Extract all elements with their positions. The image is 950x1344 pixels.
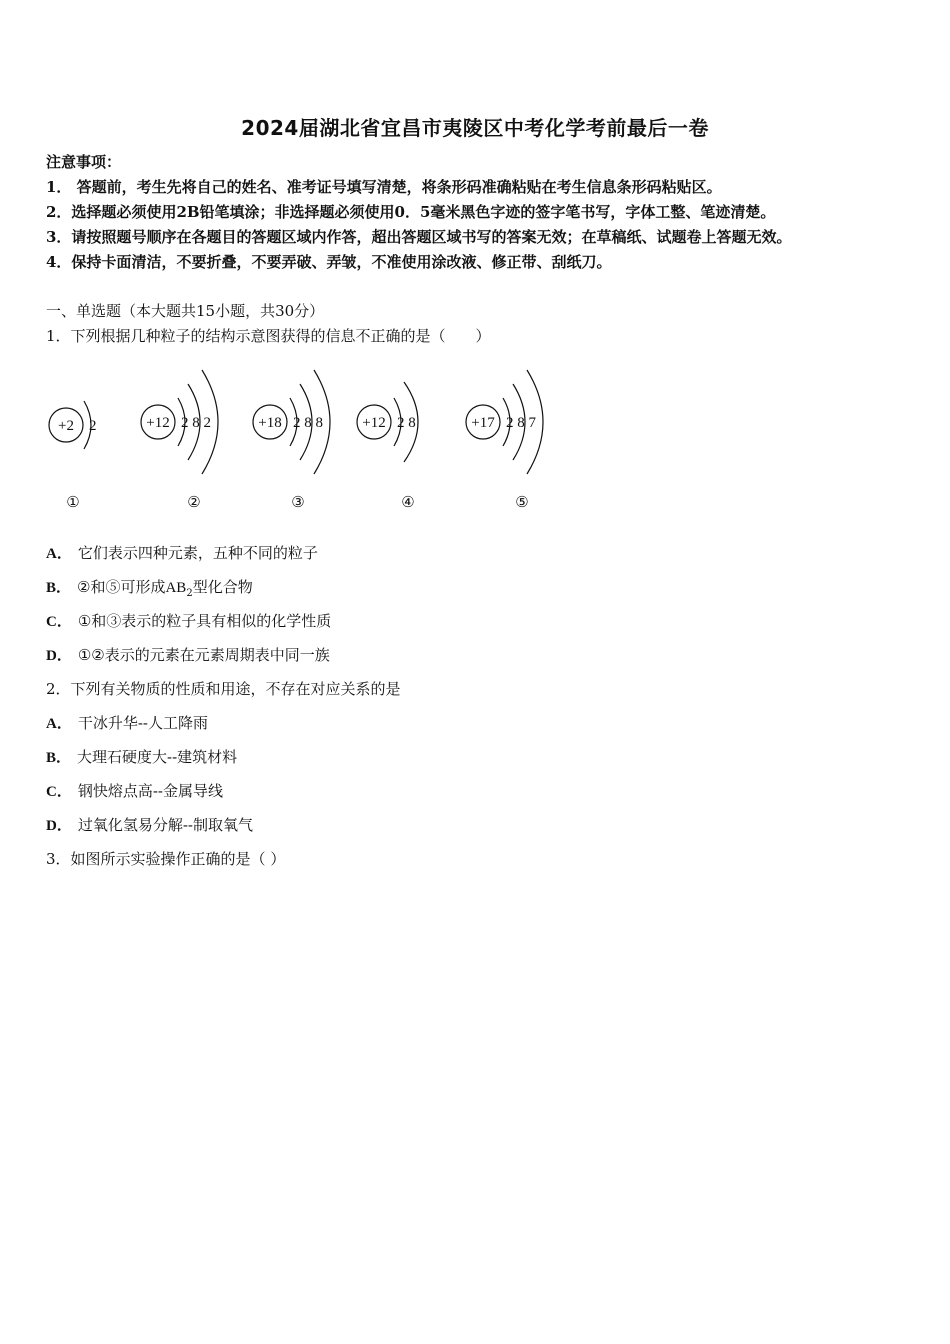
option-text-after: 型化合物: [192, 578, 253, 596]
option-letter: C．: [46, 614, 72, 630]
section-heading: 一、单选题（本大题共15小题，共30分）: [46, 302, 325, 320]
option-letter: B．: [46, 750, 72, 766]
option-letter: B．: [46, 580, 72, 596]
option-letter: C．: [46, 784, 72, 800]
option-text: ①②表示的元素在元素周期表中同一族: [77, 646, 330, 664]
notice-item-3: 3．请按照题号顺序在各题目的答题区域内作答，超出答题区域书写的答案无效；在草稿纸、试题卷上答题无效。: [46, 228, 792, 246]
q1-option-c: [46, 611, 331, 632]
q2-option-d: [46, 815, 253, 836]
atom-5-nucleus: +17: [471, 415, 495, 431]
notice-item-4: 4．保持卡面清洁，不要折叠，不要弄破、弄皱，不准使用涂改液、修正带、刮纸刀。: [46, 253, 612, 271]
q2-option-b: [46, 747, 237, 768]
q1-option-b: [46, 577, 253, 604]
atom-3-nucleus: +18: [258, 415, 282, 431]
atom-3-electrons: 2 8 8: [293, 415, 323, 431]
atom-2-nucleus: +12: [146, 415, 170, 431]
atom-1-label: ①: [66, 495, 80, 511]
notice-item-1: 1． 答题前，考生先将自己的姓名、准考证号填写清楚，将条形码准确粘贴在考生信息条形码粘贴区。: [46, 178, 722, 196]
option-letter: D．: [46, 818, 72, 834]
q2-option-c: [46, 781, 223, 802]
option-text: 过氧化氢易分解--制取氧气: [77, 816, 253, 834]
option-text: 它们表示四种元素，五种不同的粒子: [77, 544, 318, 562]
atom-4-nucleus: +12: [362, 415, 386, 431]
option-text: 大理石硬度大--建筑材料: [77, 748, 238, 766]
option-text: 干冰升华--人工降雨: [77, 714, 208, 732]
q1-option-a: [46, 543, 318, 564]
question-1-stem: 1．下列根据几种粒子的结构示意图获得的信息不正确的是（ ）: [46, 327, 491, 345]
page-title: 2024届湖北省宜昌市夷陵区中考化学考前最后一卷: [241, 116, 709, 140]
atom-2-label: ②: [187, 495, 201, 511]
option-text: 钢快熔点高--金属导线: [77, 782, 223, 800]
atom-2-electrons: 2 8 2: [181, 415, 211, 431]
atom-4-electrons: 2 8: [397, 415, 416, 431]
notice-item-2: 2．选择题必须使用2B铅笔填涂；非选择题必须使用0．5毫米黑色字迹的签字笔书写，字体工整、笔迹清楚。: [46, 203, 776, 221]
option-formula-subscript: 2: [186, 588, 193, 599]
q1-option-d: [46, 645, 330, 666]
option-text: ①和③表示的粒子具有相似的化学性质: [77, 612, 332, 630]
option-letter: D．: [46, 648, 72, 664]
option-text-before: ②和⑤可形成: [77, 578, 166, 596]
atom-5-label: ⑤: [515, 495, 529, 511]
atom-5-electrons: 2 8 7: [506, 415, 536, 431]
notice-heading: 注意事项：: [46, 153, 122, 171]
option-letter: A．: [46, 546, 72, 562]
option-letter: A．: [46, 716, 72, 732]
atom-1-nucleus: +2: [58, 418, 74, 434]
atom-4-label: ④: [401, 495, 415, 511]
q2-option-a: [46, 713, 208, 734]
atom-structure-svg: [40, 360, 560, 520]
atom-3-label: ③: [291, 495, 305, 511]
question-2-stem: 2．下列有关物质的性质和用途，不存在对应关系的是: [46, 680, 401, 698]
atom-1-electrons: 2: [89, 418, 97, 434]
question-3-stem: 3．如图所示实验操作正确的是（ ）: [46, 850, 286, 868]
atom-structure-figure: [40, 360, 560, 520]
option-formula: AB: [165, 580, 187, 596]
